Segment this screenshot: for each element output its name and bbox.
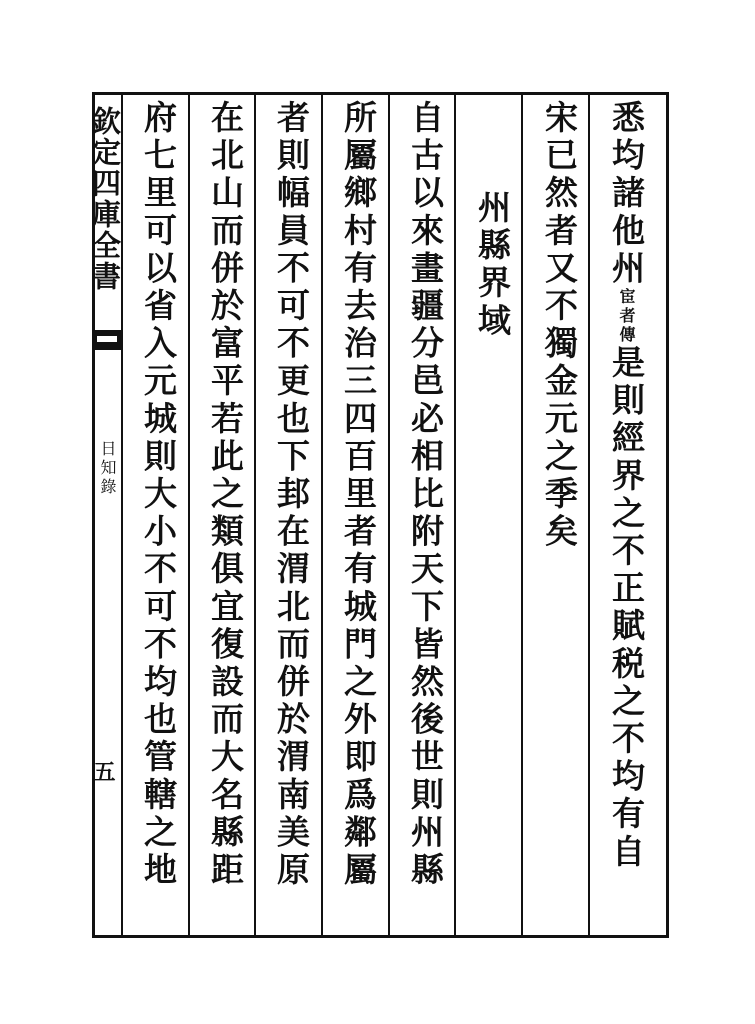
column-1-main: 悉均諸他州 <box>607 100 646 288</box>
column-rule <box>254 92 256 938</box>
column-rule <box>388 92 390 938</box>
margin-book-title: 日知錄 <box>98 440 117 497</box>
column-1-after: 是則經界之不正賦税之不均有自 <box>607 345 646 872</box>
margin-title: 欽定四庫全書 <box>88 106 122 292</box>
column-rule <box>454 92 456 938</box>
column-rule <box>321 92 323 938</box>
margin-page-number: 五 <box>90 760 116 782</box>
text-column-8: 府七里可以省入元城則大小不可不均也管轄之地 <box>139 100 178 890</box>
text-column-1 <box>597 100 655 930</box>
column-rule <box>521 92 523 938</box>
text-column-7: 在北山而併於富平若此之類俱宜復設而大名縣距 <box>206 100 245 890</box>
text-column-6: 者則幅員不可不更也下邽在渭北而併於渭南美原 <box>272 100 311 890</box>
column-rule <box>188 92 190 938</box>
text-column-2: 宋已然者又不獨金元之季矣 <box>540 100 579 552</box>
text-column-5: 所屬鄉村有去治三四百里者有城門之外即爲鄰屬 <box>339 100 378 890</box>
text-column-4: 自古以來畫疆分邑必相比附天下皆然後世則州縣 <box>406 100 445 890</box>
column-rule <box>588 92 590 938</box>
column-1-note: 宦者傳 <box>617 288 636 345</box>
section-heading: 州縣界域 <box>473 190 512 341</box>
fishtail-mark <box>93 330 121 350</box>
